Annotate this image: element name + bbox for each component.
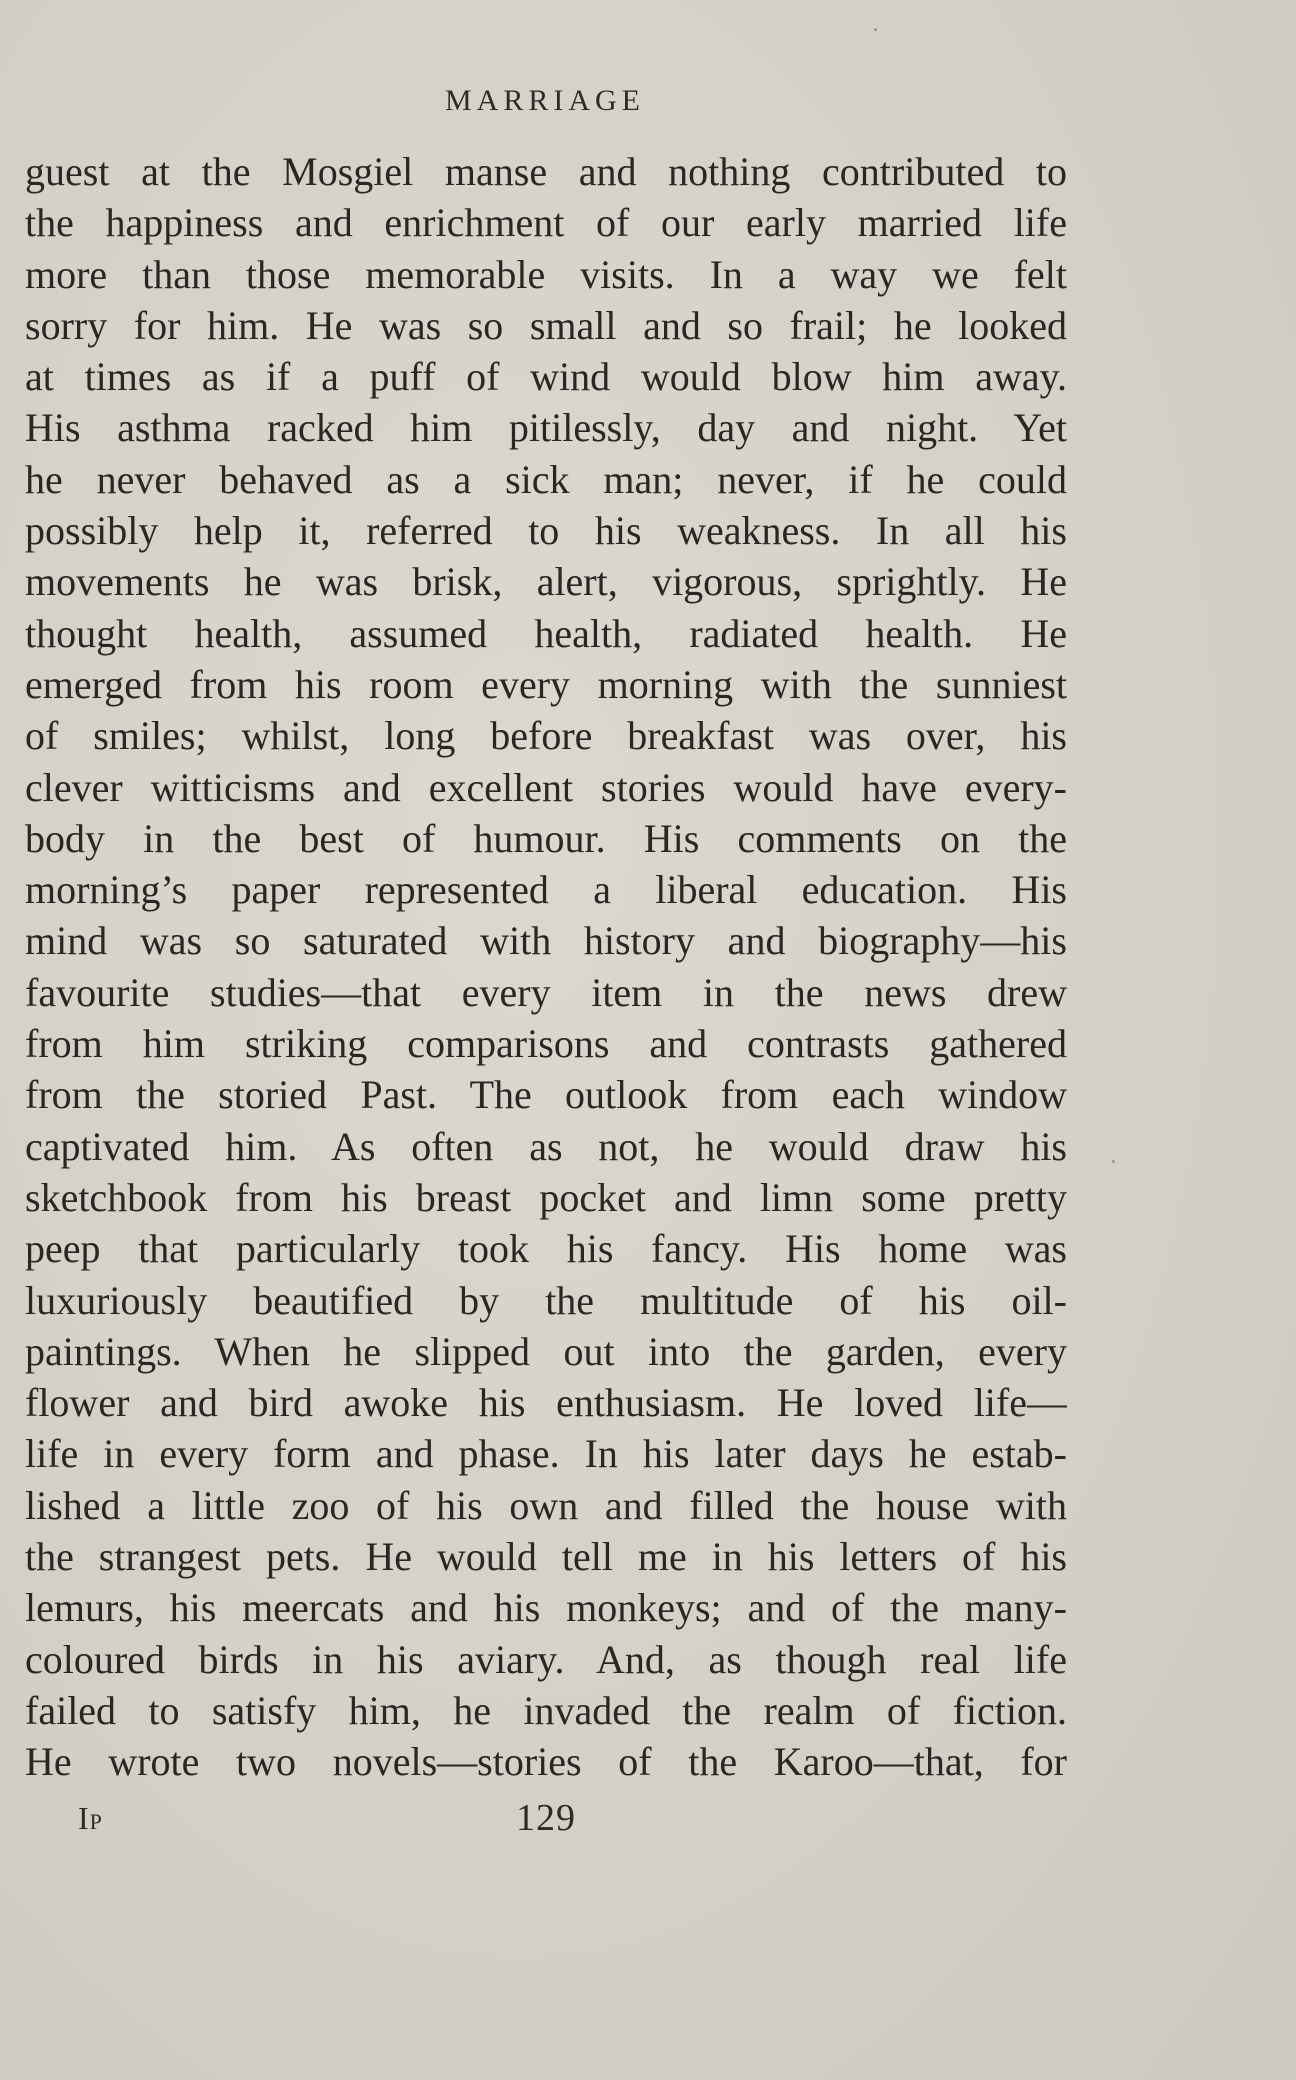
- signature-mark: Ip: [78, 1800, 103, 1836]
- text-line: lished a little zoo of his own and filled the house with: [25, 1482, 1067, 1528]
- text-line: more than those memorable visits. In a way we felt: [25, 251, 1067, 297]
- paper-speck: [874, 28, 877, 31]
- paper-speck: [1112, 1160, 1115, 1163]
- text-line: He wrote two novels—stories of the Karoo—that, for: [25, 1739, 1067, 1785]
- text-line: clever witticisms and excellent stories would have every-: [25, 764, 1067, 810]
- text-line: at times as if a puff of wind would blow him away.: [25, 354, 1067, 400]
- text-line: failed to satisfy him, he invaded the realm of fiction.: [25, 1687, 1067, 1733]
- text-line: morning’s paper represented a liberal education. His: [25, 867, 1067, 913]
- text-line: mind was so saturated with history and biography—his: [25, 918, 1067, 964]
- text-line: paintings. When he slipped out into the garden, every: [25, 1328, 1067, 1374]
- text-line: body in the best of humour. His comments on the: [25, 815, 1067, 861]
- text-line: captivated him. As often as not, he would draw his: [25, 1123, 1067, 1169]
- text-line: sorry for him. He was so small and so frail; he looked: [25, 302, 1067, 348]
- text-line: emerged from his room every morning with the sunniest: [25, 661, 1067, 707]
- text-line: sketchbook from his breast pocket and limn some pretty: [25, 1174, 1067, 1220]
- text-line: flower and bird awoke his enthusiasm. He loved life—: [25, 1380, 1067, 1426]
- text-line: of smiles; whilst, long before breakfast was over, his: [25, 713, 1067, 759]
- text-line: from him striking comparisons and contrasts gathered: [25, 1021, 1067, 1067]
- text-line: possibly help it, referred to his weakness. In all his: [25, 508, 1067, 554]
- text-line: coloured birds in his aviary. And, as though real life: [25, 1636, 1067, 1682]
- running-head: MARRIAGE: [444, 84, 645, 117]
- text-line: lemurs, his meercats and his monkeys; and of the many-: [25, 1585, 1067, 1631]
- text-line: thought health, assumed health, radiated health. He: [25, 610, 1067, 656]
- text-line: he never behaved as a sick man; never, if he could: [25, 456, 1067, 502]
- text-line: guest at the Mosgiel manse and nothing contributed to: [25, 149, 1067, 194]
- text-line: His asthma racked him pitilessly, day and night. Yet: [25, 405, 1067, 451]
- text-line: favourite studies—that every item in the news drew: [25, 969, 1067, 1015]
- text-line: movements he was brisk, alert, vigorous, sprightly. He: [25, 559, 1067, 605]
- page-number: 129: [516, 1797, 576, 1839]
- text-line: luxuriously beautified by the multitude of his oil-: [25, 1277, 1067, 1323]
- text-line: the happiness and enrichment of our early married life: [25, 200, 1067, 246]
- body-text: [25, 146, 1067, 1788]
- text-line: the strangest pets. He would tell me in his letters of his: [25, 1534, 1067, 1580]
- text-line: life in every form and phase. In his later days he estab-: [25, 1431, 1067, 1477]
- text-line: from the storied Past. The outlook from each window: [25, 1072, 1067, 1118]
- text-line: peep that particularly took his fancy. His home was: [25, 1226, 1067, 1272]
